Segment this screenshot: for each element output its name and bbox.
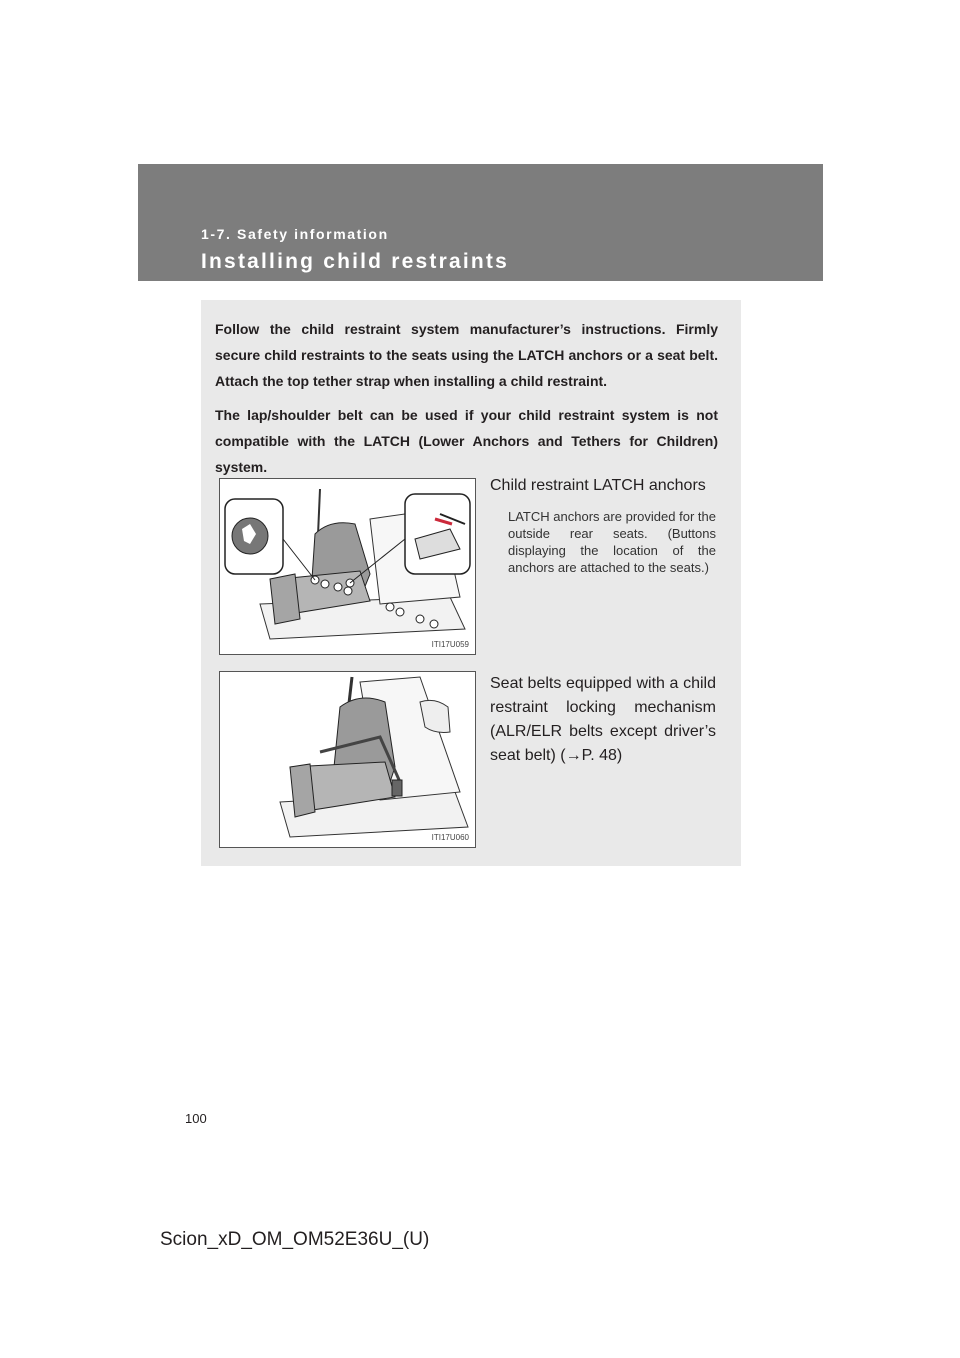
- intro-paragraph-2: The lap/shoulder belt can be used if your child restraint system is not compatible with the LATCH (Lower Anchors and Tethers for Children) system.: [215, 407, 718, 475]
- item-body-latch: LATCH anchors are provided for the outside rear seats. (Buttons displaying the location of the anchors are attached to the seats.): [508, 509, 716, 575]
- seat-belt-illustration: [219, 671, 476, 848]
- latch-anchor-illustration: [219, 478, 476, 655]
- intro-paragraph-1: Follow the child restraint system manufacturer’s instructions. Firmly secure child restraints to the seats using the LATCH anchors or a seat belt. Attach the top tether strap when installing a child restraint.: [215, 321, 718, 389]
- figure-code: ITI17U059: [431, 640, 469, 649]
- page-title: Installing child restraints: [201, 250, 509, 273]
- child-seat-belt-drawing: [220, 672, 475, 847]
- figure-code: ITI17U060: [431, 833, 469, 842]
- section-label: 1-7. Safety information: [201, 226, 389, 242]
- page-number: 100: [185, 1111, 207, 1126]
- intro-text: [215, 316, 718, 488]
- child-seat-latch-drawing: [220, 479, 475, 654]
- document-footer-code: Scion_xD_OM_OM52E36U_(U): [160, 1229, 430, 1250]
- item-heading-seat-belt: Seat belts equipped with a child restraint locking mechanism (ALR/ELR belts except driver’s seat belt) (→P. 48): [490, 675, 716, 764]
- item-heading-latch: Child restraint LATCH anchors: [490, 477, 706, 494]
